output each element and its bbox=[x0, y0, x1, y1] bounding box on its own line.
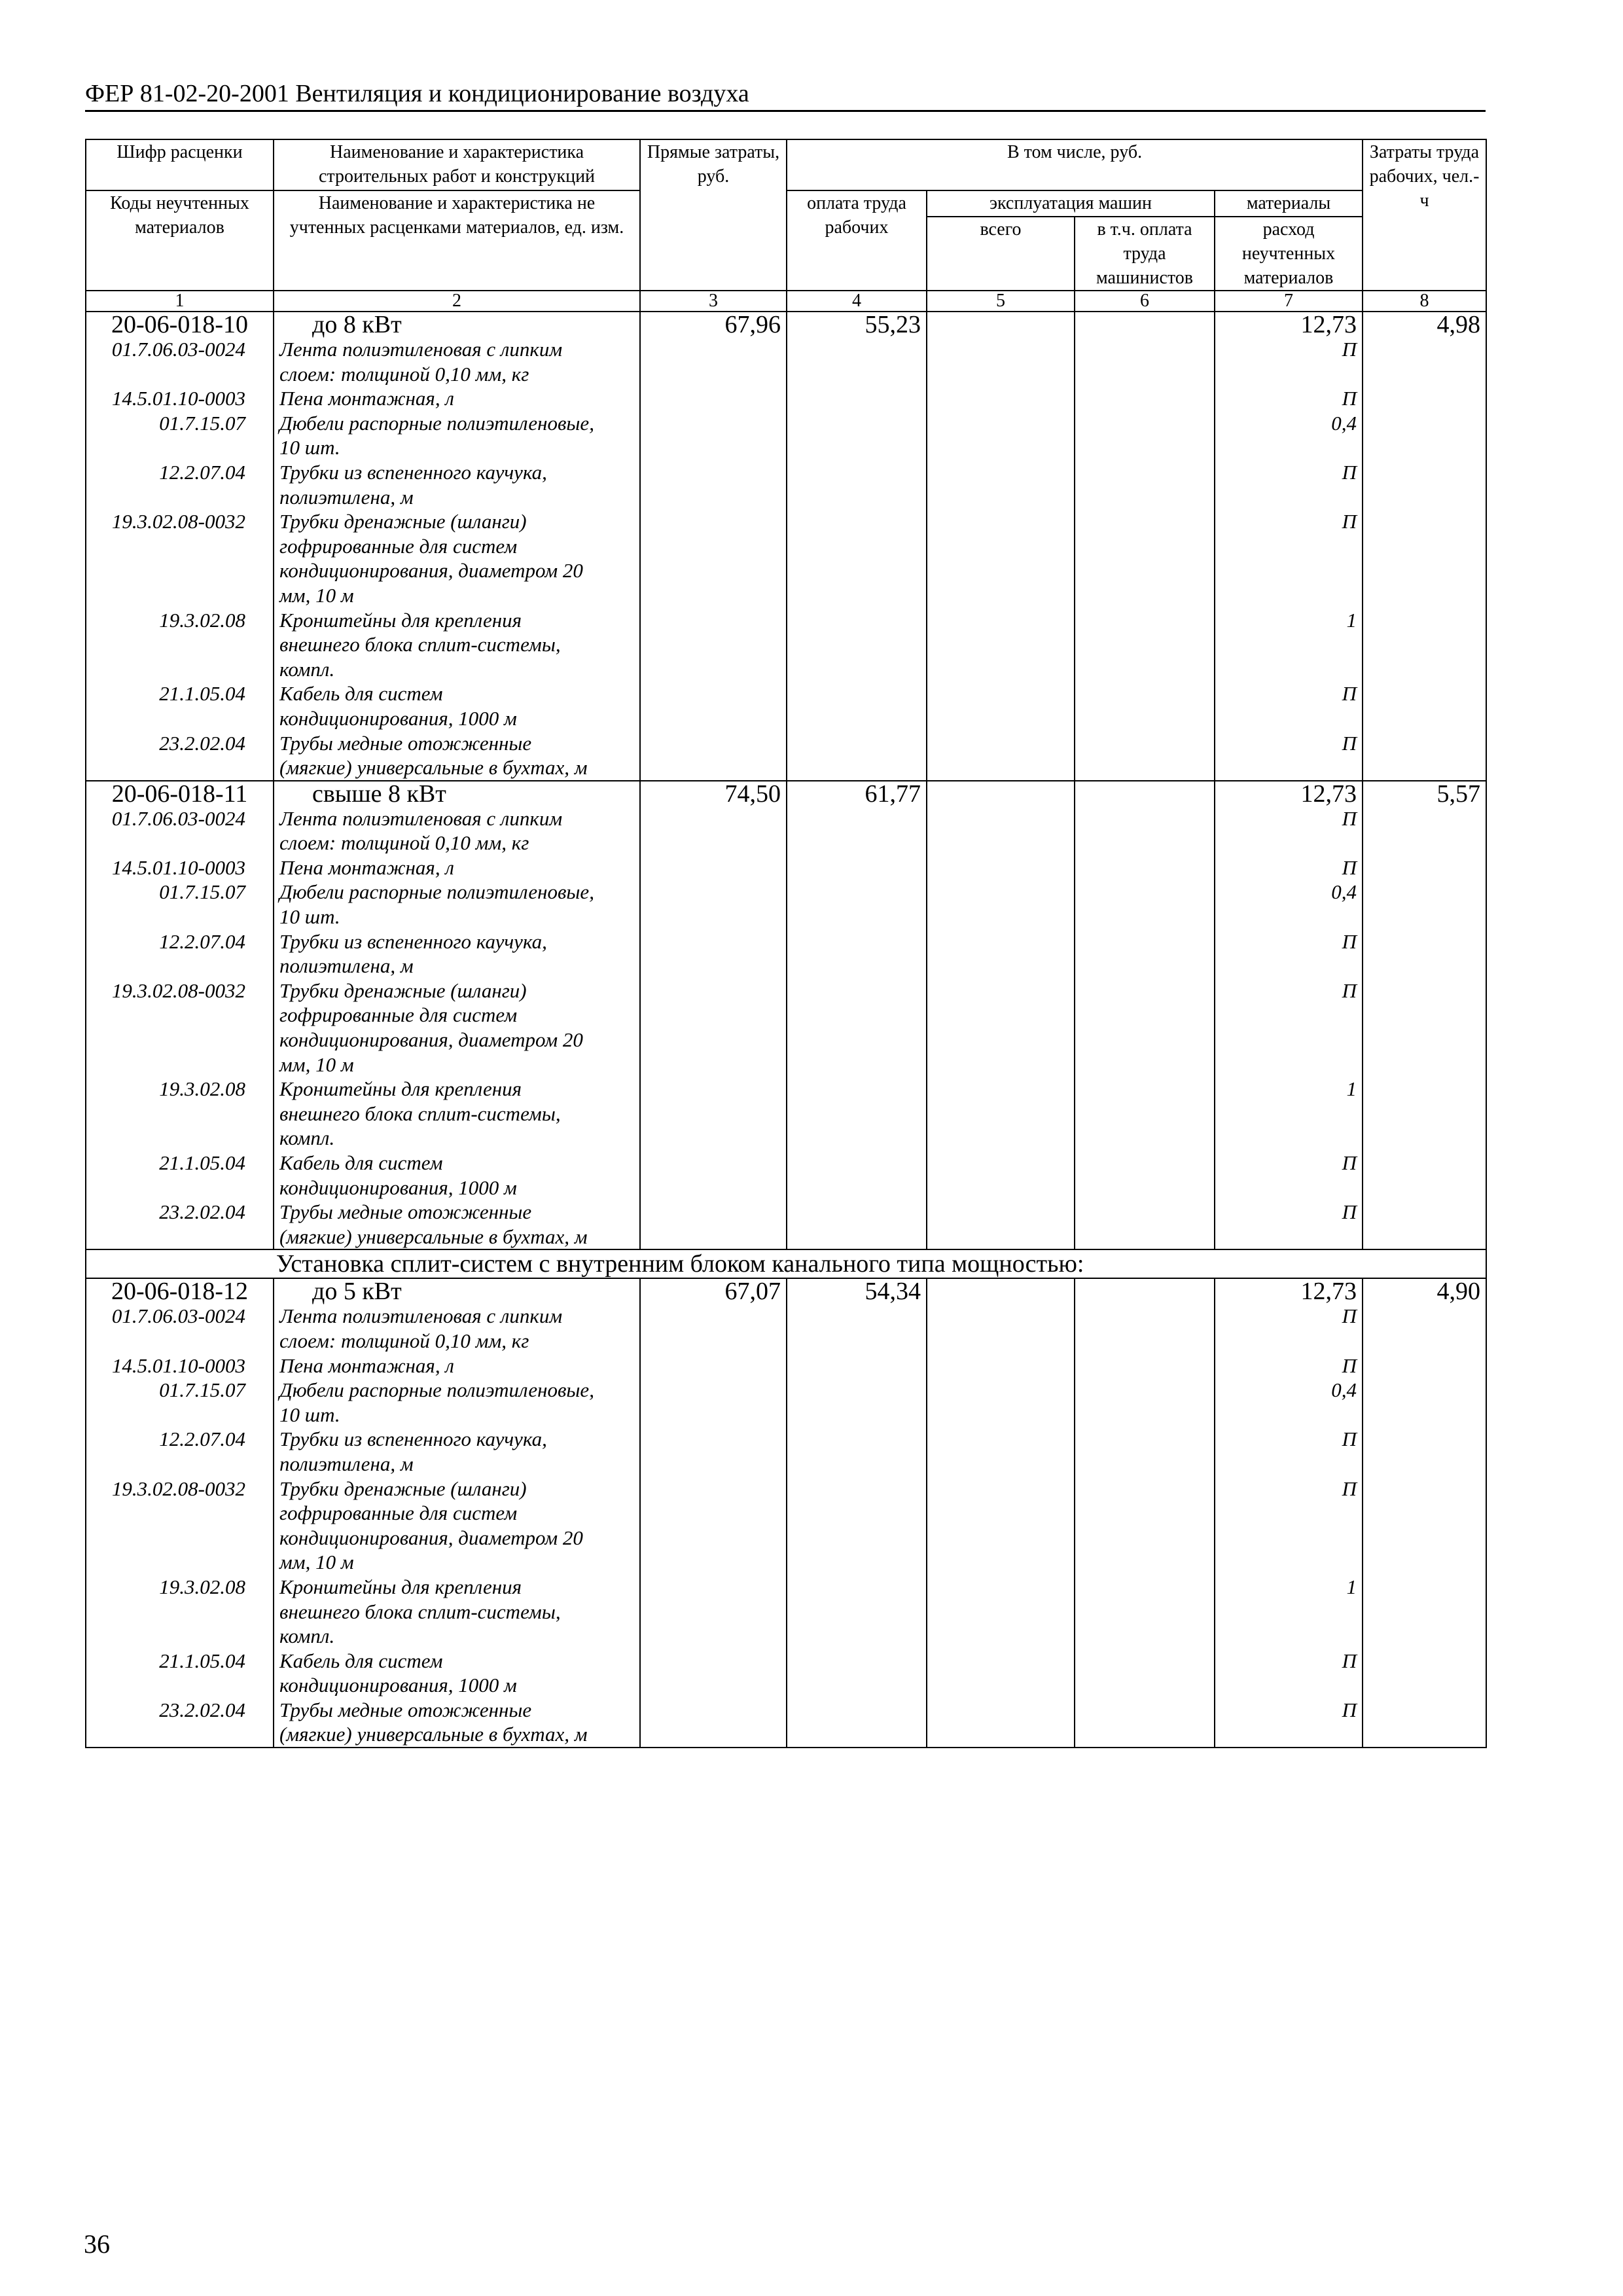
material-name-line: Кабель для систем bbox=[279, 1649, 443, 1672]
labor-hours: 4,90 bbox=[1436, 1278, 1481, 1306]
materials-cost: 12,73 bbox=[1300, 780, 1357, 808]
col3-header: Прямые затраты, руб. bbox=[640, 139, 787, 291]
spacer bbox=[1221, 1600, 1357, 1624]
spacer bbox=[1221, 1329, 1357, 1354]
material-code: 21.1.05.04 bbox=[159, 1151, 245, 1174]
material-name-line: кондиционирования, диаметром 20 bbox=[279, 559, 583, 583]
spacer bbox=[1221, 1003, 1357, 1028]
machines-total-cell bbox=[927, 312, 1075, 781]
spacer bbox=[92, 1225, 268, 1249]
section-title: Установка сплит-систем с внутренним блоком канального типа мощностью: bbox=[86, 1249, 1486, 1278]
material-qty: 1 bbox=[1346, 1575, 1357, 1598]
spacer bbox=[92, 831, 268, 855]
rate-row bbox=[86, 312, 1486, 781]
material-name-line: Пена монтажная, л bbox=[279, 855, 454, 879]
material-name-line: мм, 10 м bbox=[279, 1052, 354, 1076]
rate-name-cell bbox=[274, 781, 640, 1250]
material-qty: П bbox=[1342, 1427, 1357, 1451]
materials-cell bbox=[1215, 781, 1363, 1250]
machinists-cost-cell bbox=[1075, 1278, 1215, 1748]
materials-cell bbox=[1215, 312, 1363, 781]
material-code: 19.3.02.08 bbox=[159, 608, 245, 632]
material-qty: П bbox=[1342, 929, 1357, 953]
spacer bbox=[92, 1673, 268, 1698]
labor-hours-cell bbox=[1363, 312, 1486, 781]
direct-cost: 74,50 bbox=[724, 780, 781, 808]
col-number: 2 bbox=[274, 291, 640, 312]
material-qty: 0,4 bbox=[1331, 880, 1357, 904]
material-code: 19.3.02.08 bbox=[159, 1575, 245, 1598]
material-qty: 1 bbox=[1346, 1077, 1357, 1101]
machines-total-cell bbox=[927, 1278, 1075, 1748]
spacer bbox=[92, 1175, 268, 1200]
col-number: 5 bbox=[927, 291, 1075, 312]
material-qty: П bbox=[1342, 387, 1357, 410]
material-code: 23.2.02.04 bbox=[159, 1698, 245, 1721]
labor-cost-cell bbox=[787, 312, 927, 781]
material-code: 01.7.15.07 bbox=[159, 411, 245, 435]
material-name-line: Кронштейны для крепления bbox=[279, 608, 522, 632]
rate-row bbox=[86, 1278, 1486, 1748]
spacer bbox=[92, 1722, 268, 1747]
material-name-line: Лента полиэтиленовая с липким bbox=[279, 338, 563, 361]
material-code: 19.3.02.08 bbox=[159, 1077, 245, 1101]
material-code: 12.2.07.04 bbox=[159, 929, 245, 953]
labor-cost: 55,23 bbox=[865, 311, 921, 338]
spacer bbox=[1221, 558, 1357, 583]
material-qty: П bbox=[1342, 806, 1357, 830]
material-name-line: мм, 10 м bbox=[279, 583, 354, 607]
material-code: 23.2.02.04 bbox=[159, 731, 245, 755]
material-qty: 0,4 bbox=[1331, 1378, 1357, 1402]
col8-header: Затраты труда рабочих, чел.-ч bbox=[1363, 139, 1486, 291]
spacer bbox=[92, 534, 268, 559]
material-qty: П bbox=[1342, 1698, 1357, 1721]
material-name-line: Трубки дренажные (шланги) bbox=[279, 1477, 527, 1500]
material-name-line: Пена монтажная, л bbox=[279, 387, 454, 410]
material-name-line: (мягкие) универсальные в бухтах, м bbox=[279, 756, 588, 780]
materials-header: материалы bbox=[1215, 190, 1363, 217]
spacer bbox=[1221, 706, 1357, 731]
col-number: 8 bbox=[1363, 291, 1486, 312]
material-name-line: Кабель для систем bbox=[279, 682, 443, 706]
col5-header: всего bbox=[927, 217, 1075, 291]
rate-code: 20-06-018-11 bbox=[111, 780, 248, 808]
table-header bbox=[86, 139, 1486, 312]
material-name-line: кондиционирования, диаметром 20 bbox=[279, 1028, 583, 1052]
material-name-line: слоем: толщиной 0,10 мм, кг bbox=[279, 831, 529, 855]
direct-cost: 67,96 bbox=[724, 311, 781, 338]
spacer bbox=[92, 755, 268, 780]
material-name-line: полиэтилена, м bbox=[279, 1452, 414, 1475]
material-name-line: Трубки из вспененного каучука, bbox=[279, 929, 547, 953]
section-row bbox=[86, 1249, 1486, 1278]
spacer bbox=[1221, 1501, 1357, 1526]
col1-top-header: Шифр расценки bbox=[86, 139, 274, 190]
spacer bbox=[92, 657, 268, 682]
material-name-line: гофрированные для систем bbox=[279, 534, 518, 558]
material-name-line: Трубы медные отожженные bbox=[279, 731, 532, 755]
spacer bbox=[1221, 1550, 1357, 1575]
material-name-line: 10 шт. bbox=[279, 1403, 340, 1426]
rate-code: 20-06-018-12 bbox=[111, 1278, 248, 1306]
col-number: 4 bbox=[787, 291, 927, 312]
material-qty: П bbox=[1342, 731, 1357, 755]
col1-bottom-header: Коды неучтенных материалов bbox=[86, 190, 274, 291]
material-code: 01.7.06.03-0024 bbox=[111, 1304, 245, 1328]
machines-total-cell bbox=[927, 781, 1075, 1250]
material-name-line: слоем: толщиной 0,10 мм, кг bbox=[279, 1329, 529, 1352]
material-name-line: гофрированные для систем bbox=[279, 1501, 518, 1525]
spacer bbox=[1221, 905, 1357, 929]
spacer bbox=[1221, 1526, 1357, 1551]
material-qty: П bbox=[1342, 1649, 1357, 1672]
material-code: 14.5.01.10-0003 bbox=[111, 855, 245, 879]
material-code: 23.2.02.04 bbox=[159, 1200, 245, 1224]
rate-code-cell bbox=[86, 1278, 274, 1748]
spacer bbox=[1221, 954, 1357, 978]
spacer bbox=[92, 1052, 268, 1077]
labor-hours-cell bbox=[1363, 781, 1486, 1250]
spacer bbox=[1221, 657, 1357, 682]
spacer bbox=[1221, 1624, 1357, 1649]
materials-cost: 12,73 bbox=[1300, 311, 1357, 338]
material-name-line: Дюбели распорные полиэтиленовые, bbox=[279, 1378, 594, 1402]
material-name-line: Кабель для систем bbox=[279, 1151, 443, 1174]
material-name-line: внешнего блока сплит-системы, bbox=[279, 633, 561, 656]
material-qty: П bbox=[1342, 978, 1357, 1002]
spacer bbox=[1221, 1126, 1357, 1151]
spacer bbox=[92, 1126, 268, 1151]
col4-header: оплата труда рабочих bbox=[787, 190, 927, 291]
rate-row bbox=[86, 781, 1486, 1250]
spacer bbox=[92, 632, 268, 657]
spacer bbox=[92, 1329, 268, 1354]
material-code: 12.2.07.04 bbox=[159, 1427, 245, 1451]
spacer bbox=[1221, 1403, 1357, 1427]
material-qty: П bbox=[1342, 338, 1357, 361]
material-qty: П bbox=[1342, 1477, 1357, 1500]
labor-cost: 54,34 bbox=[865, 1278, 921, 1306]
material-name-line: Дюбели распорные полиэтиленовые, bbox=[279, 411, 594, 435]
material-code: 19.3.02.08-0032 bbox=[111, 1477, 245, 1500]
material-name-line: Трубы медные отожженные bbox=[279, 1200, 532, 1224]
price-table bbox=[85, 139, 1487, 1748]
material-name-line: компл. bbox=[279, 657, 335, 681]
labor-cost-cell bbox=[787, 781, 927, 1250]
material-name-line: внешнего блока сплит-системы, bbox=[279, 1600, 561, 1623]
material-name-line: внешнего блока сплит-системы, bbox=[279, 1102, 561, 1125]
spacer bbox=[1221, 1452, 1357, 1477]
materials-cost: 12,73 bbox=[1300, 1278, 1357, 1306]
spacer bbox=[1221, 485, 1357, 510]
spacer bbox=[1221, 583, 1357, 608]
direct-cost-cell bbox=[640, 1278, 787, 1748]
materials-cell bbox=[1215, 1278, 1363, 1748]
material-code: 01.7.15.07 bbox=[159, 880, 245, 904]
machinists-cost-cell bbox=[1075, 312, 1215, 781]
page-header: ФЕР 81-02-20-2001 Вентиляция и кондиционирование воздуха bbox=[85, 77, 1486, 112]
spacer bbox=[1221, 1102, 1357, 1126]
spacer bbox=[92, 905, 268, 929]
rate-name: до 8 кВт bbox=[312, 311, 402, 338]
spacer bbox=[92, 485, 268, 510]
material-name-line: 10 шт. bbox=[279, 905, 340, 929]
material-name-line: компл. bbox=[279, 1126, 335, 1150]
material-name-line: кондиционирования, диаметром 20 bbox=[279, 1526, 583, 1549]
material-name-line: слоем: толщиной 0,10 мм, кг bbox=[279, 362, 529, 386]
rate-code-cell bbox=[86, 781, 274, 1250]
material-name-line: Лента полиэтиленовая с липким bbox=[279, 1304, 563, 1328]
material-name-line: Трубки из вспененного каучука, bbox=[279, 1427, 547, 1451]
group-header: В том числе, руб. bbox=[787, 139, 1363, 190]
material-name-line: Трубы медные отожженные bbox=[279, 1698, 532, 1721]
machines-header: эксплуатация машин bbox=[927, 190, 1215, 217]
material-code: 01.7.06.03-0024 bbox=[111, 806, 245, 830]
material-name-line: полиэтилена, м bbox=[279, 485, 414, 509]
material-name-line: полиэтилена, м bbox=[279, 954, 414, 978]
spacer bbox=[92, 1600, 268, 1624]
spacer bbox=[92, 1501, 268, 1526]
direct-cost-cell bbox=[640, 781, 787, 1250]
spacer bbox=[1221, 1028, 1357, 1052]
spacer bbox=[92, 954, 268, 978]
material-qty: П bbox=[1342, 682, 1357, 706]
col-number: 6 bbox=[1075, 291, 1215, 312]
material-name-line: гофрированные для систем bbox=[279, 1003, 518, 1027]
spacer bbox=[1221, 1175, 1357, 1200]
spacer bbox=[92, 362, 268, 387]
rate-name: свыше 8 кВт bbox=[312, 780, 446, 808]
material-name-line: Кронштейны для крепления bbox=[279, 1077, 522, 1101]
direct-cost: 67,07 bbox=[724, 1278, 781, 1306]
spacer bbox=[1221, 1722, 1357, 1747]
material-name-line: кондиционирования, 1000 м bbox=[279, 1674, 517, 1697]
page-number: 36 bbox=[84, 2229, 110, 2259]
material-name-line: Кронштейны для крепления bbox=[279, 1575, 522, 1598]
rate-name-cell bbox=[274, 1278, 640, 1748]
spacer bbox=[1221, 435, 1357, 460]
material-name-line: Дюбели распорные полиэтиленовые, bbox=[279, 880, 594, 904]
rate-name: до 5 кВт bbox=[312, 1278, 402, 1306]
material-qty: 0,4 bbox=[1331, 411, 1357, 435]
material-qty: 1 bbox=[1346, 608, 1357, 632]
spacer bbox=[1221, 534, 1357, 559]
spacer bbox=[1221, 831, 1357, 855]
material-qty: П bbox=[1342, 510, 1357, 533]
spacer bbox=[92, 583, 268, 608]
material-code: 01.7.15.07 bbox=[159, 1378, 245, 1402]
rate-code: 20-06-018-10 bbox=[111, 311, 248, 338]
col6-header: в т.ч. оплата труда машинистов bbox=[1075, 217, 1215, 291]
col-number: 1 bbox=[86, 291, 274, 312]
spacer bbox=[92, 1028, 268, 1052]
labor-cost: 61,77 bbox=[865, 780, 921, 808]
material-code: 21.1.05.04 bbox=[159, 1649, 245, 1672]
spacer bbox=[92, 1403, 268, 1427]
spacer bbox=[92, 706, 268, 731]
rate-name-cell bbox=[274, 312, 640, 781]
spacer bbox=[92, 1452, 268, 1477]
col7-header: расход неучтенных материалов bbox=[1215, 217, 1363, 291]
material-name-line: Трубки дренажные (шланги) bbox=[279, 510, 527, 533]
material-code: 19.3.02.08-0032 bbox=[111, 510, 245, 533]
rate-code-cell bbox=[86, 312, 274, 781]
material-code: 01.7.06.03-0024 bbox=[111, 338, 245, 361]
labor-cost-cell bbox=[787, 1278, 927, 1748]
material-name-line: Трубки дренажные (шланги) bbox=[279, 978, 527, 1002]
material-name-line: кондиционирования, 1000 м bbox=[279, 706, 517, 730]
spacer bbox=[92, 558, 268, 583]
material-qty: П bbox=[1342, 460, 1357, 484]
material-qty: П bbox=[1342, 1354, 1357, 1377]
spacer bbox=[1221, 1225, 1357, 1249]
material-qty: П bbox=[1342, 855, 1357, 879]
col2-top-header: Наименование и характеристика строительных работ и конструкций bbox=[274, 139, 640, 190]
material-code: 19.3.02.08-0032 bbox=[111, 978, 245, 1002]
spacer bbox=[92, 1624, 268, 1649]
col-number: 7 bbox=[1215, 291, 1363, 312]
spacer bbox=[92, 1102, 268, 1126]
material-qty: П bbox=[1342, 1151, 1357, 1174]
material-name-line: Трубки из вспененного каучука, bbox=[279, 460, 547, 484]
material-name-line: (мягкие) универсальные в бухтах, м bbox=[279, 1225, 588, 1248]
material-code: 21.1.05.04 bbox=[159, 682, 245, 706]
labor-hours-cell bbox=[1363, 1278, 1486, 1748]
material-qty: П bbox=[1342, 1200, 1357, 1224]
spacer bbox=[1221, 755, 1357, 780]
col2-bottom-header: Наименование и характеристика не учтенных расценками материалов, ед. изм. bbox=[274, 190, 640, 291]
direct-cost-cell bbox=[640, 312, 787, 781]
material-name-line: 10 шт. bbox=[279, 436, 340, 459]
material-qty: П bbox=[1342, 1304, 1357, 1328]
material-code: 14.5.01.10-0003 bbox=[111, 1354, 245, 1377]
material-name-line: (мягкие) универсальные в бухтах, м bbox=[279, 1723, 588, 1746]
spacer bbox=[1221, 362, 1357, 387]
material-name-line: мм, 10 м bbox=[279, 1551, 354, 1574]
spacer bbox=[92, 1550, 268, 1575]
material-name-line: компл. bbox=[279, 1624, 335, 1648]
spacer bbox=[92, 1003, 268, 1028]
material-name-line: кондиционирования, 1000 м bbox=[279, 1175, 517, 1199]
material-name-line: Лента полиэтиленовая с липким bbox=[279, 806, 563, 830]
spacer bbox=[1221, 1052, 1357, 1077]
machinists-cost-cell bbox=[1075, 781, 1215, 1250]
labor-hours: 4,98 bbox=[1436, 311, 1481, 338]
material-name-line: Пена монтажная, л bbox=[279, 1354, 454, 1377]
labor-hours: 5,57 bbox=[1436, 780, 1481, 808]
spacer bbox=[1221, 1673, 1357, 1698]
spacer bbox=[92, 1526, 268, 1551]
spacer bbox=[1221, 632, 1357, 657]
material-code: 12.2.07.04 bbox=[159, 460, 245, 484]
col-number: 3 bbox=[640, 291, 787, 312]
material-code: 14.5.01.10-0003 bbox=[111, 387, 245, 410]
table-body bbox=[86, 312, 1486, 1748]
spacer bbox=[92, 435, 268, 460]
